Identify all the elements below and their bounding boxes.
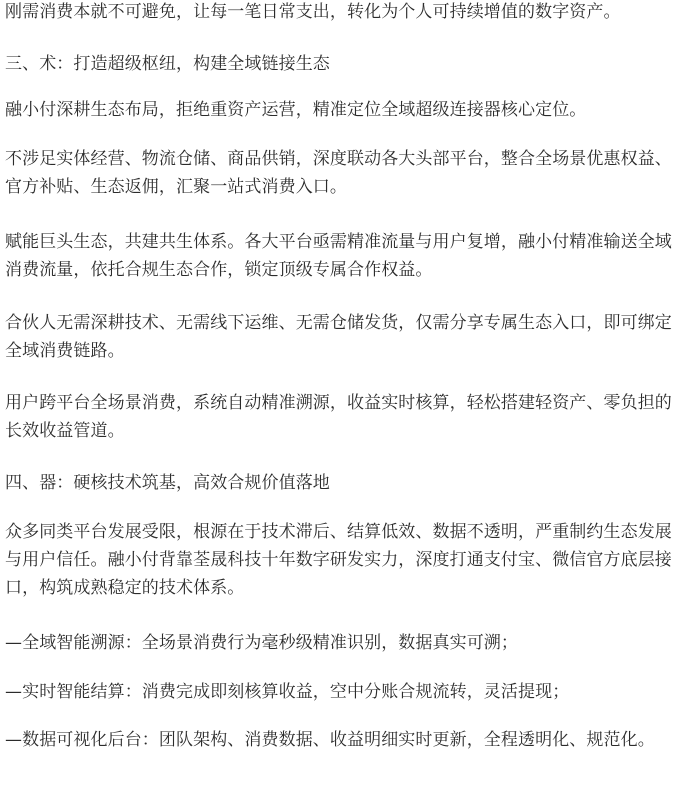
paragraph-users: 用户跨平台全场景消费，系统自动精准溯源，收益实时核算，轻松搭建轻资产、零负担的长效收益管道。 (5, 393, 672, 441)
section-heading-shu: 三、术：打造超级枢纽，构建全域链接生态 (5, 54, 330, 74)
bullet-settlement: —实时智能结算：消费完成即刻核算收益，空中分账合规流转，灵活提现； (5, 682, 570, 702)
bullet-dashboard: —数据可视化后台：团队架构、消费数据、收益明细实时更新，全程透明化、规范化。 (5, 730, 655, 750)
paragraph-partners: 合伙人无需深耕技术、无需线下运维、无需仓储发货，仅需分享专属生态入口，即可绑定全域消费链路。 (5, 313, 672, 361)
paragraph-empower-giants: 赋能巨头生态，共建共生体系。各大平台亟需精准流量与用户复增，融小付精准输送全域消费流量，依托合规生态合作，锁定顶级专属合作权益。 (5, 232, 672, 280)
paragraph-intro-end: 刚需消费本就不可避免，让每一笔日常支出，转化为个人可持续增值的数字资产。 (5, 2, 621, 22)
paragraph-positioning: 融小付深耕生态布局，拒绝重资产运营，精准定位全域超级连接器核心定位。 (5, 100, 587, 120)
bullet-trace: —全域智能溯源：全场景消费行为毫秒级精准识别，数据真实可溯； (5, 633, 518, 653)
paragraph-no-physical: 不涉足实体经营、物流仓储、商品供销，深度联动各大头部平台，整合全场景优惠权益、官方补贴、生态返佣，汇聚一站式消费入口。 (5, 149, 672, 197)
section-heading-qi: 四、器：硬核技术筑基，高效合规价值落地 (5, 473, 330, 493)
paragraph-tech-foundation: 众多同类平台发展受限，根源在于技术滞后、结算低效、数据不透明，严重制约生态发展与用户信任。融小付背靠荃晟科技十年数字研发实力，深度打通支付宝、微信官方底层接口，构筑成熟稳定的技术体系。 (5, 522, 672, 598)
